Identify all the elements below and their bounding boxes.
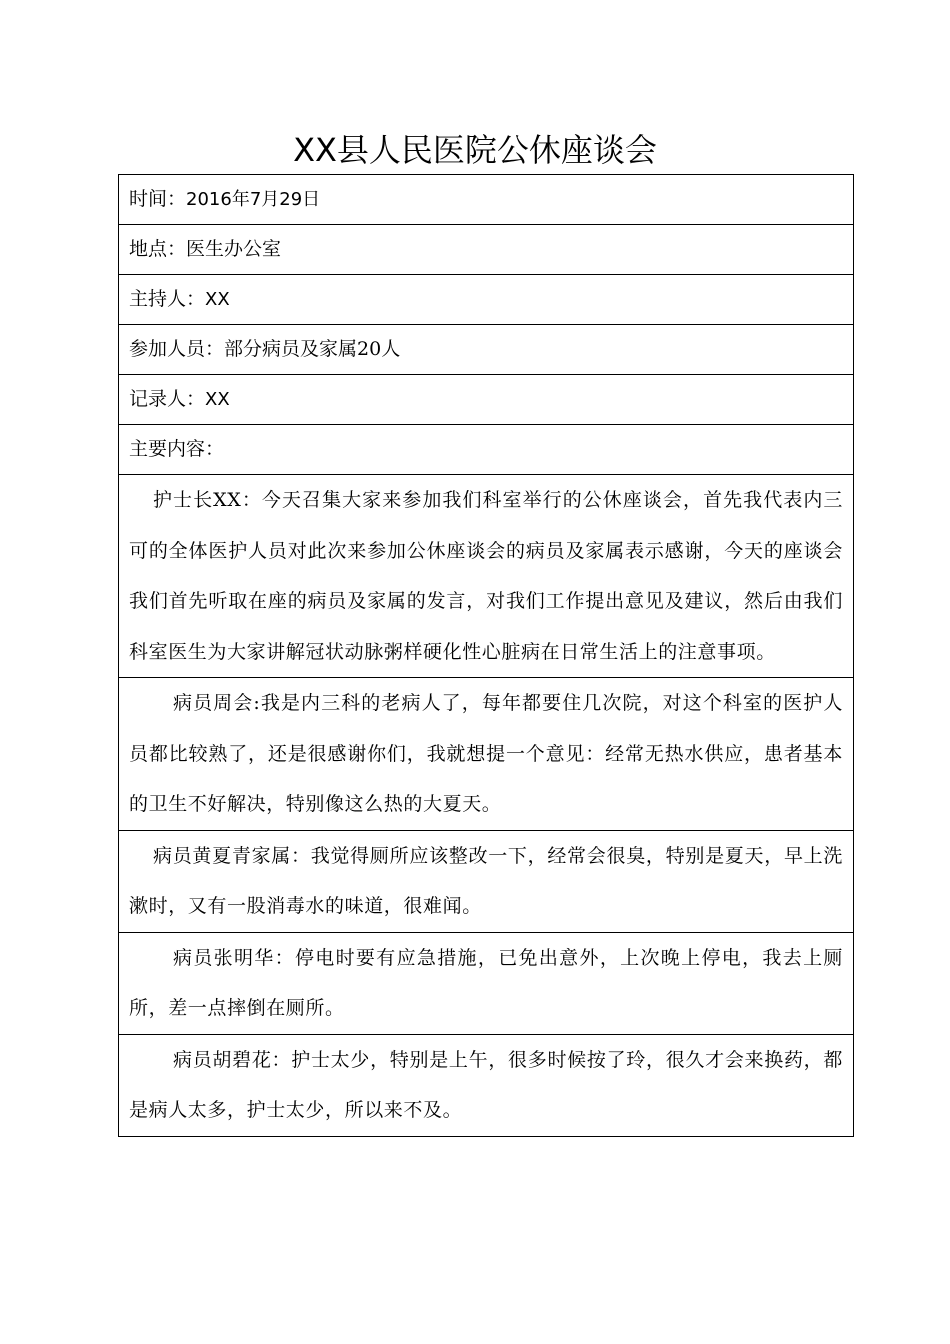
paragraph-zhou: 病员周会:我是内三科的老病人了，每年都要住几次院，对这个科室的医护人员都比较熟了，还是很感谢你们，我就想提一个意见：经常无热水供应，患者基本的卫生不好解决，特别像这么热的大夏天。 xyxy=(129,692,843,815)
field-row-host xyxy=(119,275,854,325)
paragraph-row-zhou xyxy=(119,678,854,831)
paragraph-row-huang xyxy=(119,830,854,932)
field-cell-attendees xyxy=(119,325,854,375)
meeting-record-table xyxy=(118,174,854,1137)
field-row-attendees xyxy=(119,325,854,375)
paragraph-cell-hu xyxy=(119,1034,854,1136)
field-label-host: 主持人： xyxy=(129,288,206,310)
field-label-time: 时间： xyxy=(129,188,187,210)
field-label-content: 主要内容： xyxy=(129,438,225,460)
paragraph-zhang: 病员张明华：停电时要有应急措施，已免出意外，上次晚上停电，我去上厕所，差一点摔倒在厕所。 xyxy=(129,946,843,1019)
paragraph-huang: 病员黄夏青家属：我觉得厕所应该整改一下，经常会很臭，特别是夏天，早上洗漱时，又有一股消毒水的味道，很难闻。 xyxy=(129,844,843,917)
paragraph-row-zhang xyxy=(119,932,854,1034)
field-row-content xyxy=(119,425,854,475)
field-value-time: 2016年7月29日 xyxy=(186,189,321,210)
field-label-attendees: 参加人员： xyxy=(129,338,225,360)
field-label-location: 地点： xyxy=(129,238,187,260)
page-title: XX县人民医院公休座谈会 xyxy=(293,131,657,169)
field-row-location xyxy=(119,225,854,275)
field-label-recorder: 记录人： xyxy=(129,388,206,410)
field-cell-time xyxy=(119,175,854,225)
field-value-host: XX xyxy=(205,289,230,310)
paragraph-cell-huang xyxy=(119,830,854,932)
field-value-location: 医生办公室 xyxy=(186,238,282,260)
field-value-recorder: XX xyxy=(205,389,230,410)
paragraph-cell-head-nurse xyxy=(119,475,854,678)
field-row-recorder xyxy=(119,375,854,425)
paragraph-cell-zhou xyxy=(119,678,854,831)
paragraph-hu: 病员胡碧花：护士太少，特别是上午，很多时候按了玲，很久才会来换药，都是病人太多，护士太少，所以来不及。 xyxy=(129,1048,843,1121)
paragraph-row-head-nurse xyxy=(119,475,854,678)
field-cell-host xyxy=(119,275,854,325)
field-cell-content xyxy=(119,425,854,475)
field-value-attendees: 部分病员及家属20人 xyxy=(224,338,401,360)
paragraph-head-nurse: 护士长XX：今天召集大家来参加我们科室举行的公休座谈会，首先我代表内三可的全体医护人员对此次来参加公休座谈会的病员及家属表示感谢，今天的座谈会我们首先听取在座的病员及家属的发言，对我们工作提出意见及建议，然后由我们科室医生为大家讲解冠状动脉粥样硬化性心脏病在日常生活上的注意事项。 xyxy=(129,489,843,663)
field-row-time xyxy=(119,175,854,225)
field-cell-recorder xyxy=(119,375,854,425)
paragraph-row-hu xyxy=(119,1034,854,1136)
paragraph-cell-zhang xyxy=(119,932,854,1034)
field-cell-location xyxy=(119,225,854,275)
